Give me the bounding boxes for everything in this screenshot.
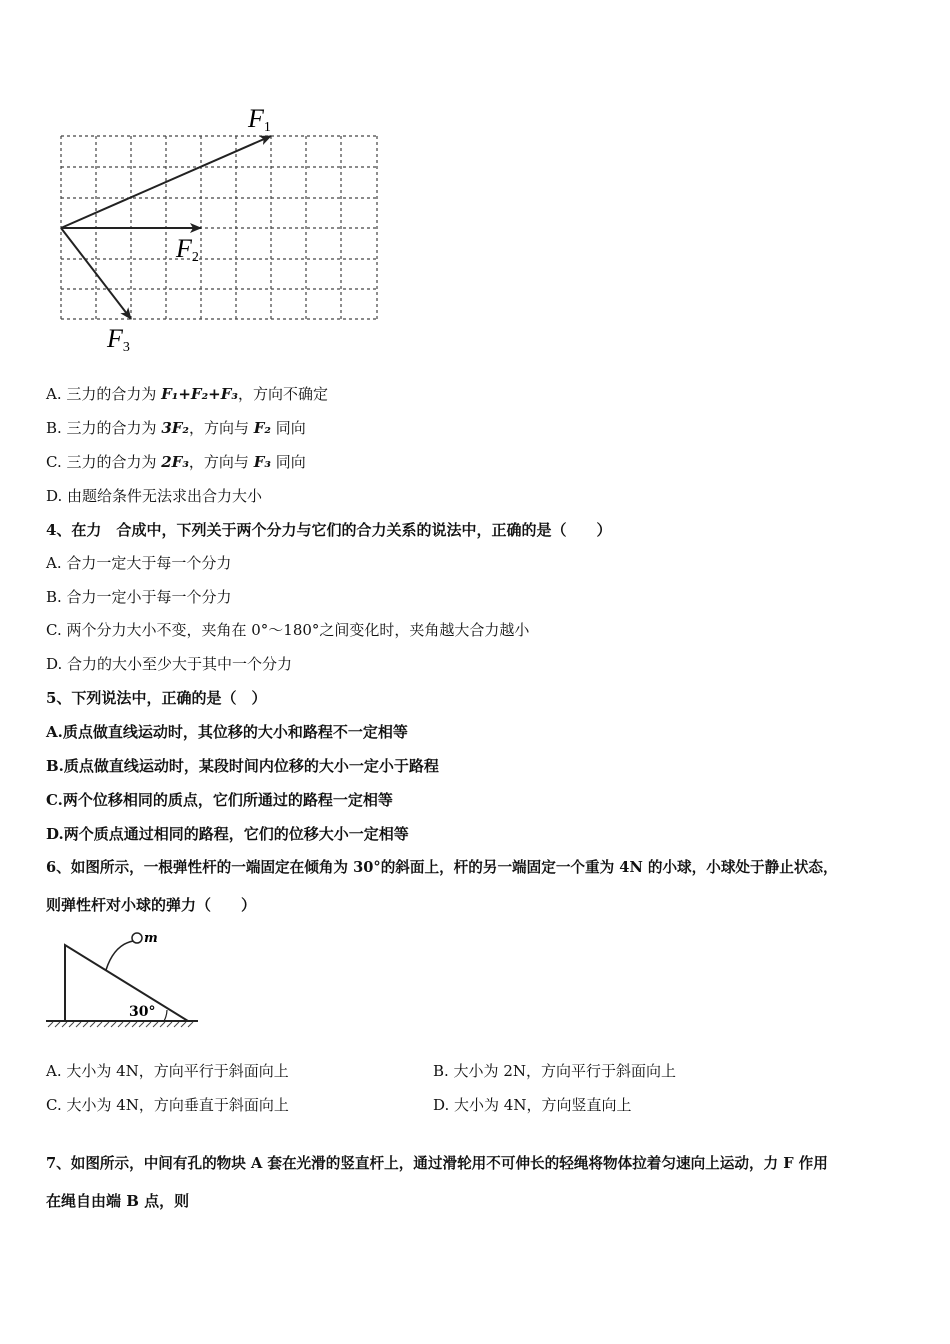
f1-label: F1 bbox=[248, 104, 271, 135]
q5-stem: 5、下列说法中，正确的是（ ） bbox=[46, 689, 267, 707]
ground-hatching bbox=[48, 1022, 193, 1027]
q6-stem-line2: 则弹性杆对小球的弹力（ ） bbox=[46, 896, 257, 914]
f2-label: F2 bbox=[176, 234, 199, 265]
q4-option-b: B. 合力一定小于每一个分力 bbox=[46, 588, 232, 606]
angle-label: 30° bbox=[129, 1004, 156, 1020]
q4-option-c: C. 两个分力大小不变，夹角在 0°～180°之间变化时，夹角越大合力越小 bbox=[46, 621, 530, 639]
q5-option-c: C.两个位移相同的质点，它们所通过的路程一定相等 bbox=[46, 791, 393, 809]
q3-option-a: A. 三力的合力为 F₁+F₂+F₃，方向不确定 bbox=[46, 385, 328, 403]
q6-option-b: B. 大小为 2N，方向平行于斜面向上 bbox=[433, 1062, 676, 1080]
q6-option-c: C. 大小为 4N，方向垂直于斜面向上 bbox=[46, 1096, 289, 1114]
q6-stem-line1: 6、如图所示，一根弹性杆的一端固定在倾角为 30°的斜面上，杆的另一端固定一个重为 4N 的小球，小球处于静止状态， bbox=[46, 859, 838, 876]
angle-arc bbox=[164, 1010, 167, 1021]
elastic-rod bbox=[106, 941, 133, 970]
incline-triangle bbox=[65, 945, 188, 1021]
q6-option-d: D. 大小为 4N，方向竖直向上 bbox=[433, 1096, 632, 1114]
q3-option-c: C. 三力的合力为 2F₃，方向与 F₃ 同向 bbox=[46, 453, 306, 471]
q5-option-b: B.质点做直线运动时，某段时间内位移的大小一定小于路程 bbox=[46, 757, 439, 775]
q3-option-d: D. 由题给条件无法求出合力大小 bbox=[46, 487, 263, 505]
q4-option-a: A. 合力一定大于每一个分力 bbox=[46, 554, 232, 572]
q4-stem: 4、在力 合成中，下列关于两个分力与它们的合力关系的说法中，正确的是（ ） bbox=[46, 521, 612, 539]
q5-option-a: A.质点做直线运动时，其位移的大小和路程不一定相等 bbox=[46, 723, 408, 741]
q7-stem-line1: 7、如图所示，中间有孔的物块 A 套在光滑的竖直杆上，通过滑轮用不可伸长的轻绳将物体拉着匀速向上运动，力 F 作用 bbox=[46, 1155, 828, 1172]
q4-option-d: D. 合力的大小至少大于其中一个分力 bbox=[46, 655, 293, 673]
q3-option-b: B. 三力的合力为 3F₂，方向与 F₂ 同向 bbox=[46, 419, 306, 437]
ball bbox=[132, 933, 142, 943]
force-vector-figure bbox=[40, 95, 400, 360]
q7-stem-line2: 在绳自由端 B 点，则 bbox=[46, 1192, 190, 1210]
mass-label: m bbox=[144, 931, 158, 946]
q6-option-a: A. 大小为 4N，方向平行于斜面向上 bbox=[46, 1062, 289, 1080]
f3-label: F3 bbox=[107, 324, 130, 355]
incline-figure bbox=[40, 925, 210, 1035]
q5-option-d: D.两个质点通过相同的路程，它们的位移大小一定相等 bbox=[46, 825, 409, 843]
